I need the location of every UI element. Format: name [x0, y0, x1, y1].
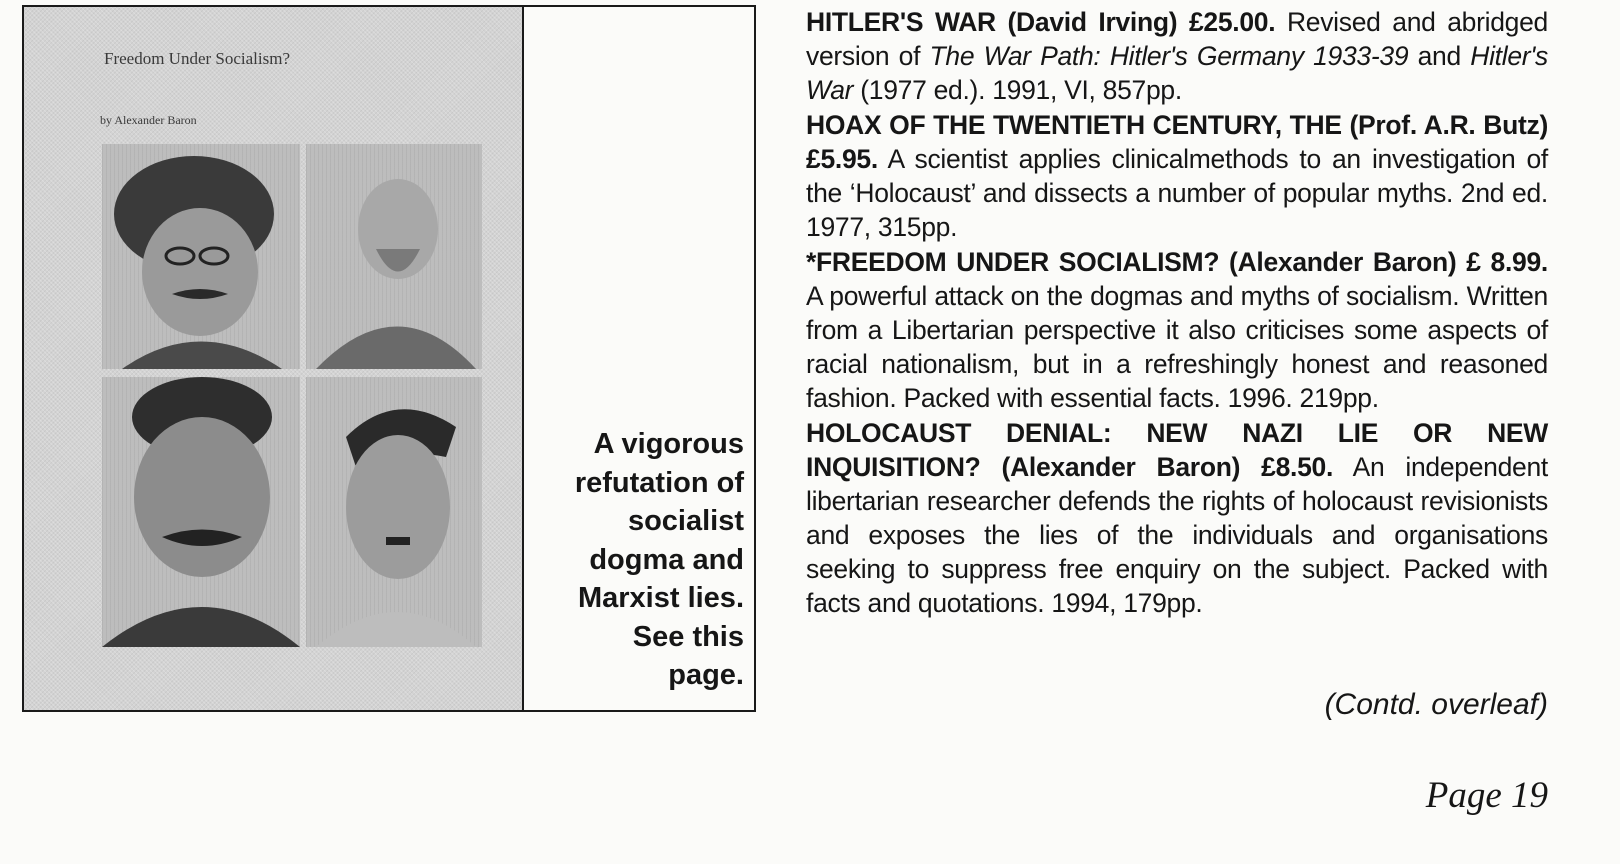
catalog-entry: HOLOCAUST DENIAL: NEW NAZI LIE OR NEW INQUISITION? (Alexander Baron) £8.50. An independent libertarian researcher defends the rights of holocaust revisionists and exposes the lies of the individuals and organisations seeking to suppress free enquiry on the subject. Packed with facts and quotations. 1994, 179pp.	[806, 418, 1548, 618]
book-advert-frame	[22, 5, 756, 712]
catalog-entry: HOAX OF THE TWENTIETH CENTURY, THE (Prof. A.R. Butz) £5.95. A scientist applies clinicalmethods to an investigation of the ‘Holocaust’ and dissects a number of popular myths. 2nd ed. 1977, 315pp.	[806, 110, 1548, 242]
page-number: Page 19	[1425, 775, 1548, 816]
portrait-image-top-right	[306, 144, 482, 369]
catalog-entry: HITLER'S WAR (David Irving) £25.00. Revised and abridged version of The War Path: Hitler's Germany 1933-39 and Hitler's War (1977 ed.). 1991, VI, 857pp.	[806, 7, 1548, 105]
advert-tagline: A vigorous refutation of socialist dogma and Marxist lies. See this page.	[574, 428, 744, 691]
cover-author: by Alexander Baron	[100, 113, 197, 127]
cover-title: Freedom Under Socialism?	[104, 49, 291, 68]
portrait-image-bottom-right	[306, 377, 482, 647]
portrait-image-bottom-left	[102, 377, 300, 647]
portrait-image-top-left	[102, 144, 300, 369]
book-cover	[24, 7, 524, 710]
book-catalog-list	[806, 5, 1548, 621]
continued-overleaf-note: (Contd. overleaf)	[1324, 688, 1548, 721]
catalog-entry: *FREEDOM UNDER SOCIALISM? (Alexander Baron) £ 8.99. A powerful attack on the dogmas and myths of socialism. Written from a Libertarian perspective it also criticises some aspects of racial nationalism, but in a refreshingly honest and reasoned fashion. Packed with essential facts. 1996. 219pp.	[806, 247, 1548, 413]
